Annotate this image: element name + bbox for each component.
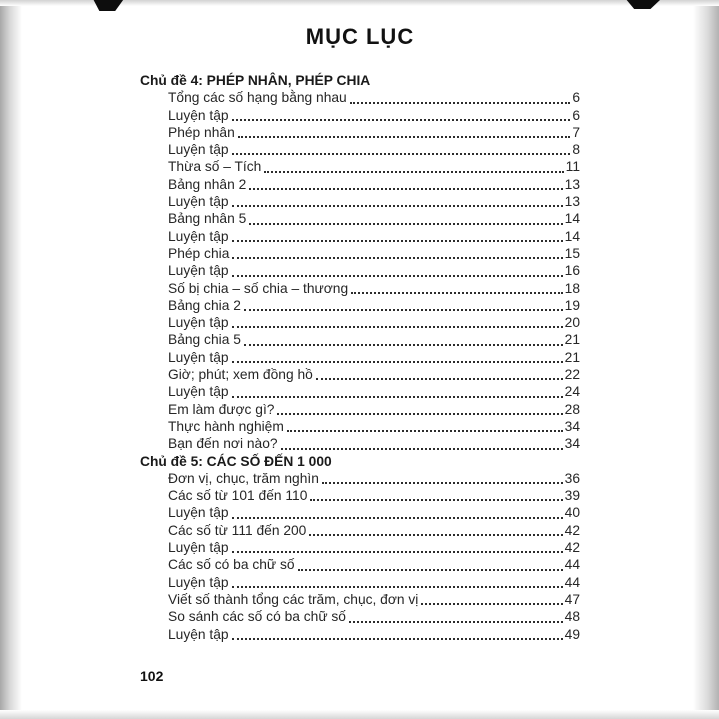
dot-leader bbox=[238, 136, 571, 138]
toc-entry-label: Các số từ 101 đến 110 bbox=[168, 488, 308, 504]
toc-entry-label: Luyện tập bbox=[168, 315, 229, 331]
toc-entry bbox=[140, 245, 580, 262]
toc-content bbox=[140, 24, 580, 643]
toc-entry-label: Các số có ba chữ số bbox=[168, 557, 295, 573]
toc-entry-label: Đơn vị, chục, trăm nghìn bbox=[168, 470, 319, 486]
toc-entry-label: Luyện tập bbox=[168, 505, 229, 521]
toc-section-heading: Chủ đề 5: CÁC SỐ ĐẾN 1 000 bbox=[140, 453, 332, 469]
toc-entry-page: 14 bbox=[564, 211, 580, 227]
toc-entry-label: Bảng chia 2 bbox=[168, 297, 241, 313]
toc-entry bbox=[140, 89, 580, 106]
dot-leader bbox=[232, 119, 571, 121]
toc-entry bbox=[140, 331, 580, 348]
toc-entry bbox=[140, 107, 580, 124]
toc-entry bbox=[140, 349, 580, 366]
page-title: MỤC LỤC bbox=[305, 24, 415, 49]
toc-entry-page: 49 bbox=[564, 626, 580, 642]
toc-entry-page: 8 bbox=[572, 142, 580, 158]
toc-entry-label: Phép chia bbox=[168, 245, 230, 261]
toc-entry bbox=[140, 228, 580, 245]
page-edge-bottom bbox=[0, 710, 719, 719]
dot-leader bbox=[232, 396, 563, 398]
toc-entry-page: 6 bbox=[572, 90, 580, 106]
toc-entry bbox=[140, 401, 580, 418]
dot-leader bbox=[232, 361, 563, 363]
dot-leader bbox=[310, 499, 562, 501]
toc-entry bbox=[140, 176, 580, 193]
toc-entry-label: Thừa số – Tích bbox=[168, 159, 262, 175]
toc-entry-label: Luyện tập bbox=[168, 626, 229, 642]
dot-leader bbox=[287, 430, 563, 432]
toc-entry-page: 34 bbox=[564, 436, 580, 452]
toc-entry-page: 39 bbox=[564, 488, 580, 504]
dot-leader bbox=[351, 292, 563, 294]
toc-entry bbox=[140, 470, 580, 487]
toc-entry-page: 20 bbox=[564, 315, 580, 331]
toc-list bbox=[140, 72, 580, 643]
dot-leader bbox=[322, 482, 563, 484]
dot-leader bbox=[232, 586, 563, 588]
toc-entry bbox=[140, 193, 580, 210]
page-edge-right bbox=[693, 0, 719, 719]
dot-leader bbox=[232, 551, 563, 553]
footer-page-number: 102 bbox=[140, 668, 164, 684]
dot-leader bbox=[309, 534, 562, 536]
toc-entry-page: 7 bbox=[572, 124, 580, 140]
toc-entry-page: 16 bbox=[564, 263, 580, 279]
toc-entry-page: 14 bbox=[564, 228, 580, 244]
page-edge-left bbox=[0, 0, 22, 719]
toc-entry bbox=[140, 297, 580, 314]
toc-entry-page: 21 bbox=[564, 332, 580, 348]
toc-entry bbox=[140, 574, 580, 591]
toc-entry-page: 47 bbox=[564, 591, 580, 607]
dot-leader bbox=[349, 621, 563, 623]
toc-entry bbox=[140, 626, 580, 643]
toc-entry bbox=[140, 539, 580, 556]
toc-entry-page: 13 bbox=[564, 194, 580, 210]
toc-entry bbox=[140, 522, 580, 539]
toc-entry bbox=[140, 418, 580, 435]
toc-entry-label: Bạn đến nơi nào? bbox=[168, 436, 278, 452]
toc-entry-page: 15 bbox=[564, 245, 580, 261]
toc-entry-page: 40 bbox=[564, 505, 580, 521]
dot-leader bbox=[249, 188, 562, 190]
toc-entry-page: 34 bbox=[564, 418, 580, 434]
dot-leader bbox=[232, 275, 563, 277]
toc-entry bbox=[140, 383, 580, 400]
toc-entry-label: Luyện tập bbox=[168, 228, 229, 244]
dot-leader bbox=[232, 517, 563, 519]
toc-entry-label: Bảng nhân 2 bbox=[168, 176, 247, 192]
dot-leader bbox=[298, 569, 563, 571]
toc-entry-label: Số bị chia – số chia – thương bbox=[168, 280, 349, 296]
toc-entry-page: 28 bbox=[564, 401, 580, 417]
toc-entry-page: 21 bbox=[564, 349, 580, 365]
toc-section-heading: Chủ đề 4: PHÉP NHÂN, PHÉP CHIA bbox=[140, 73, 371, 88]
toc-entry bbox=[140, 262, 580, 279]
toc-entry-label: Giờ; phút; xem đồng hồ bbox=[168, 367, 313, 383]
toc-entry bbox=[140, 141, 580, 158]
toc-entry-page: 22 bbox=[564, 367, 580, 383]
toc-entry-page: 19 bbox=[564, 297, 580, 313]
toc-entry-label: Luyện tập bbox=[168, 142, 229, 158]
toc-entry-label: Bảng chia 5 bbox=[168, 332, 241, 348]
toc-entry-label: Phép nhân bbox=[168, 124, 235, 140]
toc-entry-label: Luyện tập bbox=[168, 194, 229, 210]
toc-entry-page: 42 bbox=[564, 522, 580, 538]
toc-entry-page: 13 bbox=[564, 176, 580, 192]
dot-leader bbox=[232, 638, 563, 640]
dot-leader bbox=[232, 153, 571, 155]
toc-entry-label: Bảng nhân 5 bbox=[168, 211, 247, 227]
toc-entry-label: Luyện tập bbox=[168, 263, 229, 279]
dot-leader bbox=[244, 309, 563, 311]
toc-entry-page: 42 bbox=[564, 540, 580, 556]
dot-leader bbox=[249, 223, 562, 225]
dot-leader bbox=[316, 378, 563, 380]
toc-entry-page: 11 bbox=[565, 159, 580, 175]
toc-entry-page: 18 bbox=[564, 280, 580, 296]
toc-entry bbox=[140, 435, 580, 452]
toc-entry bbox=[140, 504, 580, 521]
dot-leader bbox=[264, 171, 563, 173]
dot-leader bbox=[277, 413, 562, 415]
toc-entry-label: Các số từ 111 đến 200 bbox=[168, 522, 307, 538]
toc-entry-label: Em làm được gì? bbox=[168, 401, 275, 417]
toc-entry-page: 44 bbox=[564, 574, 580, 590]
dot-leader bbox=[244, 344, 563, 346]
toc-entry-label: So sánh các số có ba chữ số bbox=[168, 609, 346, 625]
toc-entry bbox=[140, 591, 580, 608]
toc-entry-label: Luyện tập bbox=[168, 349, 229, 365]
toc-entry-page: 36 bbox=[564, 470, 580, 486]
toc-entry-label: Luyện tập bbox=[168, 540, 229, 556]
dot-leader bbox=[232, 205, 563, 207]
toc-entry bbox=[140, 158, 580, 175]
toc-entry bbox=[140, 487, 580, 504]
toc-entry bbox=[140, 608, 580, 625]
toc-entry-label: Viết số thành tổng các trăm, chục, đơn vị bbox=[168, 591, 419, 607]
dot-leader bbox=[421, 603, 562, 605]
dot-leader bbox=[232, 257, 562, 259]
toc-entry bbox=[140, 210, 580, 227]
toc-entry-page: 6 bbox=[572, 107, 580, 123]
dot-leader bbox=[232, 240, 563, 242]
toc-entry-label: Luyện tập bbox=[168, 384, 229, 400]
toc-entry bbox=[140, 280, 580, 297]
toc-entry-label: Luyện tập bbox=[168, 574, 229, 590]
toc-entry bbox=[140, 556, 580, 573]
toc-entry bbox=[140, 314, 580, 331]
dot-leader bbox=[350, 102, 571, 104]
toc-entry-label: Luyện tập bbox=[168, 107, 229, 123]
toc-entry bbox=[140, 366, 580, 383]
toc-entry bbox=[140, 124, 580, 141]
toc-entry-page: 48 bbox=[564, 609, 580, 625]
toc-entry-label: Tổng các số hạng bằng nhau bbox=[168, 90, 347, 106]
toc-entry-page: 24 bbox=[564, 384, 580, 400]
dot-leader bbox=[232, 326, 563, 328]
toc-entry-label: Thực hành nghiệm bbox=[168, 418, 284, 434]
book-corner-mark-right bbox=[626, 0, 660, 9]
toc-entry-page: 44 bbox=[564, 557, 580, 573]
dot-leader bbox=[281, 448, 563, 450]
